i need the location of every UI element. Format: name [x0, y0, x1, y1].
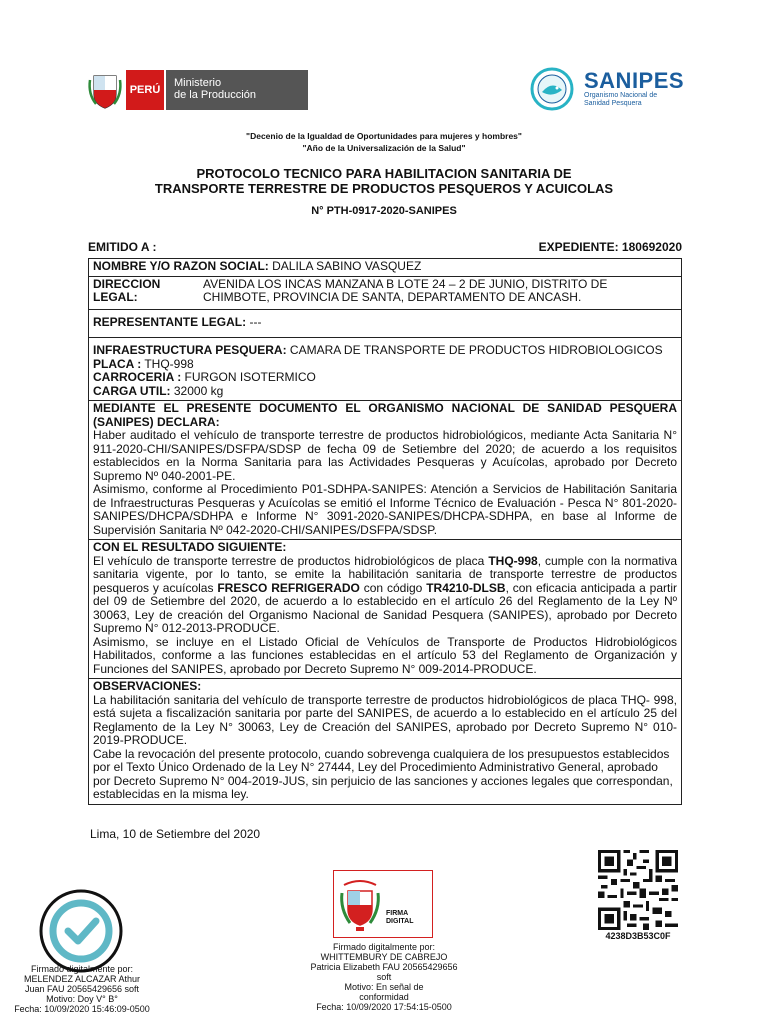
resultado-heading: CON EL RESULTADO SIGUIENTE:	[93, 540, 287, 554]
resultado-text-2: , cumple con la normativa sanitaria vigente, por lo tanto, se emite la habilitación sanitaria de transporte terrestre de productos pesqueros y acuícolas	[93, 553, 677, 595]
row-observaciones	[89, 679, 682, 805]
decenio-slogans	[0, 130, 768, 154]
signature-left-text	[2, 964, 162, 1014]
ministry-name	[166, 70, 308, 110]
sanipes-name: SANIPES	[584, 68, 685, 93]
protocol-table	[88, 258, 682, 805]
carga-label: CARGA UTIL:	[93, 383, 171, 398]
representante-label: REPRESENTANTE LEGAL:	[93, 314, 247, 329]
firma-label-line-1: FIRMA	[386, 910, 409, 917]
sig-mid-line-6: conformidad	[359, 992, 409, 1002]
sanipes-logo	[524, 66, 684, 112]
protocol-number: N° PTH-0917-2020-SANIPES	[311, 205, 457, 217]
sig-left-line-2: MELENDEZ ALCAZAR Athur	[23, 974, 141, 984]
qr-code-icon	[598, 850, 678, 930]
observaciones-cell	[89, 679, 682, 805]
peru-republic-seal-icon	[336, 875, 384, 935]
anio-text: "Año de la Universalización de la Salud"	[302, 143, 466, 153]
signature-mid-text	[300, 942, 468, 1012]
sig-left-line-3: Juan FAU 20565429656 soft	[24, 984, 140, 994]
title-line-1: PROTOCOLO TECNICO PARA HABILITACION SANITARIA DE	[196, 166, 572, 181]
row-representante	[89, 309, 682, 338]
infraestructura-cell	[89, 338, 682, 401]
sig-left-line-4: Motivo: Doy V° B°	[46, 994, 118, 1004]
sig-mid-line-4: soft	[376, 972, 392, 982]
carroceria-label: CARROCERIA :	[93, 370, 182, 384]
row-direccion	[89, 276, 682, 309]
firma-label-line-2: DIGITAL	[386, 918, 414, 925]
sanipes-text	[584, 70, 684, 108]
sig-mid-line-7: Fecha: 10/09/2020 17:54:15-0500	[316, 1002, 452, 1012]
peru-ministry-logo	[86, 70, 308, 110]
row-declara	[89, 401, 682, 540]
nombre-value: DALILA SABINO VASQUEZ	[268, 259, 422, 273]
sanipes-sub-1: Organismo Nacional de	[584, 92, 658, 99]
peru-coat-of-arms-icon	[86, 70, 124, 110]
resultado-tipo: FRESCO REFRIGERADO	[217, 580, 360, 595]
qr-code-text: 4238D3B53C0F	[605, 931, 671, 941]
emitido-label: EMITIDO A :	[88, 240, 157, 254]
resultado-text-3: con código	[359, 580, 427, 595]
direccion-cell	[89, 276, 682, 309]
ministry-line-1: Ministerio	[174, 77, 222, 89]
sig-mid-line-5: Motivo: En señal de	[344, 982, 424, 992]
row-resultado	[89, 540, 682, 679]
document-title	[0, 166, 768, 196]
resultado-placa: THQ-998	[488, 553, 538, 568]
declara-paragraph-1: Haber auditado el vehículo de transporte terrestre de productos hidrobiológicos, mediante Acta Sanitaria N° 911-2020-CHI/SANIPES/DSFPA/SDSP de fecha 09 de Setiembre del 2020; de acuerdo a los requisitos establecidos en la Norma Sanitaria para las Actividades Pesqueras y Acuícolas, aprobado por Decreto Supremo Nº 040-2001-PE.	[93, 428, 677, 483]
resultado-cell	[89, 540, 682, 679]
title-line-2: TRANSPORTE TERRESTRE DE PRODUCTOS PESQUEROS Y ACUICOLAS	[154, 181, 614, 196]
expediente-label: EXPEDIENTE: 180692020	[538, 240, 682, 254]
row-infraestructura	[89, 338, 682, 401]
observaciones-paragraph-2: Cabe la revocación del presente protocolo, cuando sobrevenga cualquiera de los presupuestos establecidos por el Texto Único Ordenado de la Ley N° 27444, Ley del Procedimiento Administrativo General, aprobado por Decreto Supremo N° 004-2019-JUS, sin perjuicio de las sanciones y acciones legales que correspondan, establecidas en la misma ley.	[93, 746, 673, 801]
placa-label: PLACA :	[93, 356, 142, 371]
carroceria-value: FURGON ISOTERMICO	[181, 370, 316, 384]
firma-digital-label	[386, 910, 413, 926]
sig-mid-line-2: WHITTEMBURY DE CABREJO	[320, 952, 448, 962]
observaciones-paragraph-1: La habilitación sanitaria del vehículo de transporte terrestre de productos hidrobiológicos de placa THQ- 998, está sujeta a fiscalización sanitaria por parte del SANIPES, de acuerdo a lo establecido en el artículo 25 del Reglamento de la Ley N° 30063, Ley de Creación del SANIPES, aprobado por Decreto Supremo N° 010-2019-PRODUCE.	[93, 692, 677, 747]
resultado-text-4: , con eficacia anticipada a partir del 09 de Setiembre del 2020, de acuerdo a lo establecido en el artículo 26 del Reglamento de la Ley Nº 30063, Ley de creación del Organismo Nacional de Sanidad Pesquera (SANIPES), aprobado por Decreto Supremo N° 012-2013-PRODUCE.	[93, 580, 677, 635]
carga-value: 32000 kg	[170, 383, 224, 398]
direccion-value: AVENIDA LOS INCAS MANZANA B LOTE 24 – 2 DE JUNIO, DISTRITO DE CHIMBOTE, PROVINCIA DE SANTA, DEPARTAMENTO DE ANCASH.	[203, 276, 608, 304]
placa-value: THQ-998	[141, 356, 194, 371]
firma-digital-stamp	[333, 870, 433, 938]
sig-left-line-5: Fecha: 10/09/2020 15:46:09-0500	[14, 1004, 150, 1014]
sanipes-sub-2: Sanidad Pesquera	[584, 100, 642, 107]
representante-cell	[89, 309, 682, 338]
peru-label: PERÚ	[126, 70, 164, 110]
resultado-text-1: El vehículo de transporte terrestre de productos hidrobiológicos de placa	[93, 553, 489, 568]
representante-value: ---	[246, 314, 262, 329]
sig-mid-line-3: Patricia Elizabeth FAU 20565429656	[310, 962, 458, 972]
infra-label: INFRAESTRUCTURA PESQUERA:	[93, 343, 287, 357]
signature-check-icon	[38, 888, 124, 974]
declara-heading: MEDIANTE EL PRESENTE DOCUMENTO EL ORGANISMO NACIONAL DE SANIDAD PESQUERA (SANIPES) DECLARA:	[93, 401, 677, 429]
declara-paragraph-2: Asimismo, conforme al Procedimiento P01-SDHPA-SANIPES: Atención a Servicios de Habilitación Sanitaria de Infraestructuras Pesqueras y Acuícolas se emitió el Informe Técnico de Evaluación - Pesca N° 801-2020-SANIPES/DHCPA/SDHPA e Informe N° 3091-2020-SANIPES/DHCPA-SDHPA, en base al Informe de Supervisión Sanitaria Nº 042-2020-CHI/SANIPES/DSFPA/SDSP.	[93, 482, 677, 537]
nombre-cell	[89, 259, 682, 277]
lima-date: Lima, 10 de Setiembre del 2020	[90, 827, 261, 841]
direccion-label: DIRECCION LEGAL:	[93, 276, 161, 304]
declara-cell	[89, 401, 682, 540]
sanipes-emblem-icon	[524, 66, 584, 112]
ministry-line-2: de la Producción	[174, 89, 256, 101]
decenio-text: "Decenio de la Igualdad de Oportunidades para mujeres y hombres"	[246, 131, 522, 141]
resultado-paragraph-2: Asimismo, se incluye en el Listado Oficial de Vehículos de Transporte de Productos Hidrobiológicos Habilitados, conforme a las funciones establecidas en el artículo 53 del Reglamento de Organización y Funciones del SANIPES, aprobado por Decreto Supremo N° 009-2014-PRODUCE.	[93, 634, 677, 676]
sig-mid-line-1: Firmado digitalmente por:	[332, 942, 436, 952]
nombre-label: NOMBRE Y/O RAZON SOCIAL:	[93, 259, 269, 273]
row-nombre	[89, 259, 682, 277]
resultado-paragraph-1	[93, 555, 677, 636]
infra-value: CAMARA DE TRANSPORTE DE PRODUCTOS HIDROBIOLOGICOS	[286, 343, 663, 357]
resultado-codigo: TR4210-DLSB	[426, 580, 506, 595]
observaciones-heading: OBSERVACIONES:	[93, 679, 202, 693]
sig-left-line-1: Firmado digitalmente por:	[30, 964, 134, 974]
